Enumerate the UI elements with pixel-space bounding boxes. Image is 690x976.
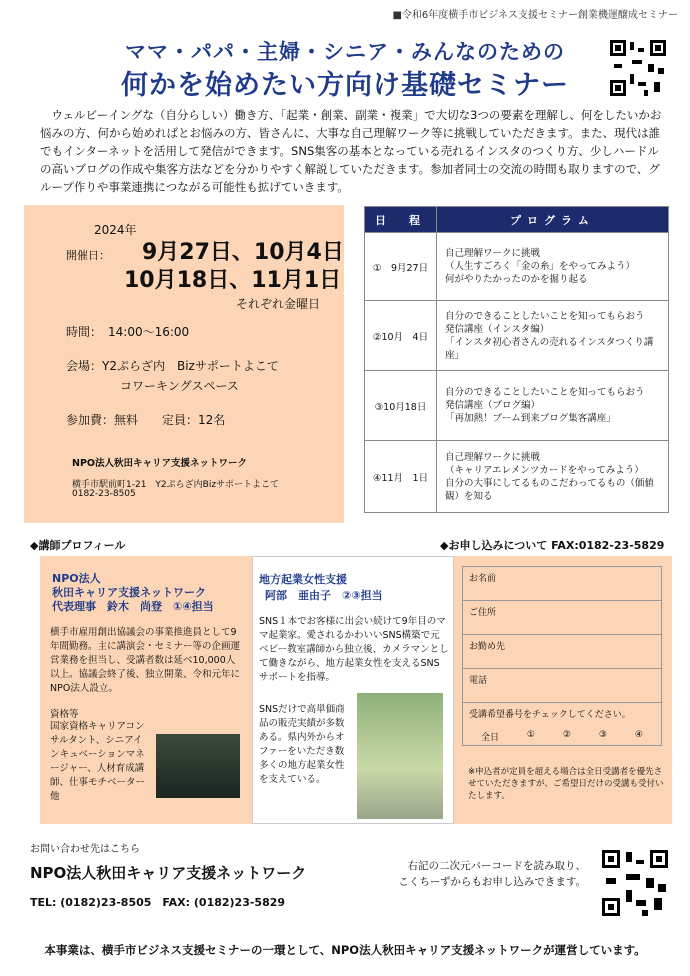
check-label: 受講希望番号をチェックしてください。	[469, 710, 631, 720]
row-line: （キャリアエレメンツカードをやってみよう）	[445, 464, 644, 476]
header-note: ■令和6年度横手市ビジネス支援セミナー創業機運醸成セミナー	[392, 10, 678, 21]
row-line: 自己理解ワークに挑戦	[445, 451, 541, 463]
speaker-photo-2	[357, 693, 443, 819]
row-date: ②10月 4日	[365, 301, 437, 371]
footer-note: 本事業は、横手市ビジネス支援セミナーの一環として、NPO法人秋田キャリア支援ネットワークが運営しています。	[44, 943, 646, 957]
table-row	[365, 301, 669, 371]
row-line: 発信講座（インスタ編）	[445, 323, 550, 335]
org-phone: 0182-23-8505	[72, 489, 136, 499]
title-sub: ママ・パパ・主婦・シニア・みんなのための	[125, 40, 565, 64]
table-row	[365, 441, 669, 513]
p1-qual-title: 資格等	[50, 709, 79, 720]
row-date: ④11月 1日	[365, 441, 437, 513]
th-program: プログラム	[437, 207, 669, 233]
row-line: 「インスタ初心者さんの売れるインスタつくり講座」	[445, 336, 654, 361]
p2-org: 地方起業女性支援	[259, 573, 347, 586]
qr-text-1: 右記の二次元バーコードを読み取り、	[407, 860, 586, 872]
table-row	[365, 371, 669, 441]
field-workplace[interactable]: お勤め先	[463, 635, 661, 669]
p1-qual: 国家資格キャリアコンサルタント、シニアインキュベーションマネージャー、人材育成講師、仕事モチベーター他	[50, 721, 146, 802]
field-address[interactable]: ご住所	[463, 601, 661, 635]
intro-text: ウェルビーイングな（自分らしい）働き方、「起業・創業、副業・複業」で大切な3つの要素を理解し、何をしたいかお悩みの方、何から始めればとお悩みの方、皆さんに、大事な自己理解ワーク等に挑戦していただきます。また、現代は誰でもインターネットを活用して発信ができます。SNS集客の基本となっている売れるインスタのつくり方、少しハードルの高いブログの作成や集客方法などを分かりやすく解説していただきます。参加者同士の交流の時間も取りますので、グループ作りや事業連携につながる可能性も拡げていきます。	[40, 108, 662, 194]
row-line: 発信講座（ブログ編）	[445, 400, 541, 411]
speaker-photo-1	[156, 734, 240, 798]
schedule-year: 2024年	[94, 223, 137, 237]
program-table	[364, 206, 669, 513]
qr-code-top[interactable]	[608, 38, 668, 98]
contact-org: NPO法人秋田キャリア支援ネットワーク	[30, 864, 307, 882]
apply-heading: ◆お申し込みについて FAX:0182-23-5829	[440, 539, 665, 552]
weekday: それぞれ金曜日	[236, 297, 321, 311]
p2-name: 阿部 亜由子 ②③担当	[265, 589, 383, 602]
field-phone[interactable]: 電話	[463, 669, 661, 703]
row-line: 自分のできることしたいことを知ってもらおう	[445, 310, 645, 322]
schedule-box	[24, 205, 344, 523]
row-line: 自己理解ワークに挑戦	[445, 248, 541, 259]
p1-name: 代表理事 鈴木 尚登 ①④担当	[52, 600, 214, 613]
option-3[interactable]: ③	[598, 730, 607, 740]
venue: 会場：Y2ぷらざ内 Bizサポートよこて	[66, 359, 279, 373]
org-name: NPO法人秋田キャリア支援ネットワーク	[72, 458, 247, 469]
p2-bio2: SNSだけで高単価商品の販売実績が多数ある。県内外からオファーをいただき数多くの地方起業女性を支えている。	[259, 704, 345, 785]
option-2[interactable]: ②	[562, 730, 571, 740]
table-row	[365, 233, 669, 301]
option-1[interactable]: ①	[526, 730, 535, 740]
contact-tel-fax: TEL: (0182)23-8505 FAX: (0182)23-5829	[30, 896, 286, 909]
qr-text-2: こくちーずからもお申し込みできます。	[398, 876, 586, 888]
contact-label: お問い合わせ先はこちら	[30, 844, 140, 855]
apply-note: ※申込者が定員を超える場合は全日受講者を優先させていただきますが、ご希望日だけの受講も受付いたします。	[468, 767, 664, 801]
dates-line2: 10月18日、11月1日	[124, 268, 342, 293]
p1-bio: 横手市雇用創出協議会の事業推進員として9年間勤務。主に講演会・セミナー等の企画運営業務を担当し、受講者数は延べ10,000人以上。協議会終了後、独立開業、令和元年にNPO法人設立。	[50, 627, 241, 694]
venue-room: コワーキングスペース	[120, 379, 239, 393]
application-panel	[454, 556, 672, 824]
date-label: 開催日：	[66, 249, 110, 262]
fee-capacity: 参加費：無料 定員：12名	[66, 413, 226, 427]
p2-bio: SNS１本でお客様に出会い続けて9年目のママ起業家。愛されるかわいいSNS構築で元ベビー教室講師から独立後、カメラマンとして働きながら、地方起業女性を支えるSNSサポートを指導。	[259, 616, 449, 683]
org-address: 横手市駅前町1-21 Y2ぷらざ内Bizサポートよこて	[72, 480, 280, 490]
row-date: ① 9月27日	[365, 233, 437, 301]
row-line: 「再加熱！ブーム到来ブログ集客講座」	[445, 413, 616, 424]
row-line: 自分の大事にしてるものこだわってるもの（価値観）を知る	[445, 477, 654, 502]
row-line: 何がやりたかったのかを掘り起る	[445, 274, 588, 285]
p1-org2: 秋田キャリア支援ネットワーク	[52, 586, 206, 599]
p1-org: NPO法人	[52, 572, 101, 585]
profile-card-2	[252, 556, 454, 824]
time: 時間： 14:00～16:00	[66, 325, 190, 339]
profile-heading: ◆講師プロフィール	[30, 539, 126, 552]
page-title: 何かを始めたい方向け基礎セミナー	[121, 70, 569, 101]
qr-code-bottom[interactable]	[600, 848, 670, 918]
option-4[interactable]: ④	[634, 730, 643, 740]
profile-card-1	[40, 556, 252, 824]
application-form	[462, 566, 662, 746]
row-date: ③10月18日	[365, 371, 437, 441]
option-all[interactable]: 全日	[480, 733, 499, 743]
dates-line1: 9月27日、10月4日	[142, 240, 344, 265]
row-line: （人生すごろく「金の糸」をやってみよう）	[445, 261, 636, 272]
th-date: 日 程	[365, 207, 437, 233]
row-line: 自分のできることしたいことを知ってもらおう	[445, 387, 645, 398]
field-name[interactable]: お名前	[463, 567, 661, 601]
